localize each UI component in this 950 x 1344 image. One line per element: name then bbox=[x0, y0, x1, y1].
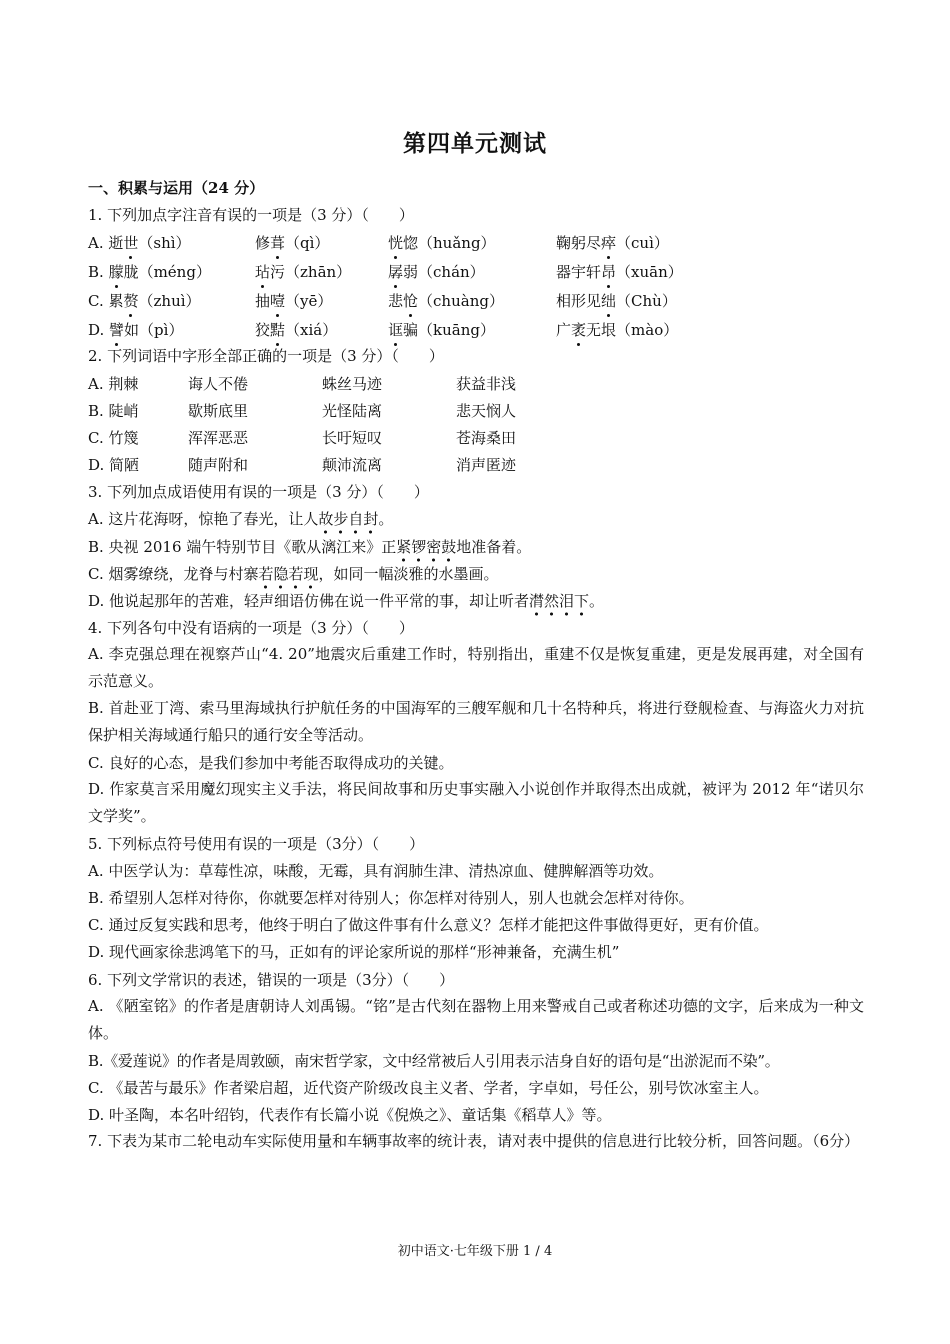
page-footer: 初中语文·七年级下册 1 / 4 bbox=[397, 1244, 553, 1259]
q2-c-word-3: 长吁短叹 bbox=[322, 429, 383, 447]
q1-option-d-4: 广袤无垠（mào） bbox=[556, 321, 679, 339]
q3-option-a: A. 这片花海呀，惊艳了春光，让人故步自封。 bbox=[88, 509, 393, 529]
section-heading: 一、积累与运用（24 分） bbox=[88, 179, 265, 197]
q2-c-word-1: C. 竹篾 bbox=[88, 429, 139, 447]
question-5-stem: 5. 下列标点符号使用有误的一项是（3分）（ ） bbox=[88, 835, 425, 853]
question-6-stem: 6. 下列文学常识的表述，错误的一项是（3分）（ ） bbox=[88, 971, 455, 989]
q2-a-word-1: A. 荆棘 bbox=[88, 375, 139, 393]
question-2-stem: 2. 下列词语中字形全部正确的一项是（3 分）（ ） bbox=[88, 347, 444, 365]
q1-option-c-3: 悲怆（chuàng） bbox=[388, 292, 504, 310]
q6-option-b: B.《爱莲说》的作者是周敦颐，南宋哲学家，文中经常被后人引用表示洁身自好的语句是“出淤泥而不染”。 bbox=[88, 1052, 780, 1070]
page-title: 第四单元测试 bbox=[403, 130, 547, 157]
question-4-stem: 4. 下列各句中没有语病的一项是（3 分）（ ） bbox=[88, 619, 414, 637]
q3-option-d: D. 他说起那年的苦难，轻声细语仿佛在说一件平常的事，却让听者潸然泪下。 bbox=[88, 591, 604, 611]
q1-option-c-4: 相形见绌（Chù） bbox=[556, 292, 677, 310]
q1-option-b-4: 器宇轩昂（xuān） bbox=[556, 263, 683, 281]
q6-option-a: A. 《陋室铭》的作者是唐朝诗人刘禹锡。“铭”是古代刻在器物上用来警戒自己或者称述功德的文字，后来成为一种文体。 bbox=[88, 997, 864, 1042]
q1-option-b-1: B. 朦胧（méng） bbox=[88, 263, 211, 281]
q5-option-d: D. 现代画家徐悲鸿笔下的马，正如有的评论家所说的那样“形神兼备，充满生机” bbox=[88, 943, 620, 961]
q2-d-word-3: 颠沛流离 bbox=[322, 456, 383, 474]
q5-option-c: C. 通过反复实践和思考，他终于明白了做这件事有什么意义？怎样才能把这件事做得更好，更有价值。 bbox=[88, 916, 769, 934]
q1-option-d-3: 诓骗（kuāng） bbox=[388, 321, 495, 339]
q2-b-word-3: 光怪陆离 bbox=[322, 402, 383, 420]
q1-option-a-4: 鞠躬尽瘁（cuì） bbox=[556, 234, 669, 252]
q2-b-word-4: 悲天悯人 bbox=[456, 402, 517, 420]
q1-option-b-2: 玷污（zhān） bbox=[255, 263, 352, 281]
q2-b-word-1: B. 陡峭 bbox=[88, 402, 139, 420]
q1-option-a-1: A. 逝世（shì） bbox=[88, 234, 191, 252]
q1-option-d-2: 狡黠（xiá） bbox=[255, 321, 338, 339]
q1-option-c-2: 抽噎（yē） bbox=[255, 292, 333, 310]
q6-option-d: D. 叶圣陶，本名叶绍钧，代表作有长篇小说《倪焕之》、童话集《稻草人》等。 bbox=[88, 1106, 612, 1124]
q2-d-word-4: 消声匿迹 bbox=[456, 456, 517, 474]
q3-option-b: B. 央视 2016 端午特别节目《歌从漓江来》正紧锣密鼓地准备着。 bbox=[88, 537, 531, 557]
q4-option-b: B. 首赴亚丁湾、索马里海域执行护航任务的中国海军的三艘军舰和几十名特种兵，将进行登舰检查、与海盗火力对抗保护相关海域通行船只的通行安全等活动。 bbox=[88, 699, 864, 744]
q3-option-c: C. 烟雾缭绕，龙脊与村寨若隐若现，如同一幅淡雅的水墨画。 bbox=[88, 564, 499, 584]
question-1-stem: 1. 下列加点字注音有误的一项是（3 分）（ ） bbox=[88, 206, 414, 224]
q1-option-c-1: C. 累赘（zhuì） bbox=[88, 292, 201, 310]
q4-option-d: D. 作家莫言采用魔幻现实主义手法，将民间故事和历史事实融入小说创作并取得杰出成就，被评为 2012 年“诺贝尔文学奖”。 bbox=[88, 780, 864, 825]
q2-c-word-2: 浑浑恶恶 bbox=[188, 429, 249, 447]
q2-a-word-2: 诲人不倦 bbox=[188, 375, 249, 393]
q2-c-word-4: 苍海桑田 bbox=[456, 429, 517, 447]
q6-option-c: C. 《最苦与最乐》作者梁启超，近代资产阶级改良主义者、学者，字卓如，号任公，别号饮冰室主人。 bbox=[88, 1079, 769, 1097]
q5-option-a: A. 中医学认为：草莓性凉，味酸，无霉，具有润肺生津、清热凉血、健脾解酒等功效。 bbox=[88, 862, 664, 880]
q1-option-b-3: 孱弱（chán） bbox=[388, 263, 485, 281]
q2-d-word-1: D. 简陋 bbox=[88, 456, 140, 474]
q4-option-a: A. 李克强总理在视察芦山“4. 20”地震灾后重建工作时，特别指出，重建不仅是恢复重建，更是发展再建，对全国有示范意义。 bbox=[88, 645, 864, 690]
q1-option-d-1: D. 譬如（pì） bbox=[88, 321, 184, 339]
q1-option-a-3: 恍惚（huǎng） bbox=[388, 234, 496, 252]
q4-option-c: C. 良好的心态，是我们参加中考能否取得成功的关键。 bbox=[88, 754, 454, 772]
q2-b-word-2: 歇斯底里 bbox=[188, 402, 249, 420]
question-3-stem: 3. 下列加点成语使用有误的一项是（3 分）（ ） bbox=[88, 483, 429, 501]
q2-d-word-2: 随声附和 bbox=[188, 456, 249, 474]
q5-option-b: B. 希望别人怎样对待你，你就要怎样对待别人；你怎样对待别人，别人也就会怎样对待你。 bbox=[88, 889, 694, 907]
q2-a-word-3: 蛛丝马迹 bbox=[322, 375, 383, 393]
q2-a-word-4: 获益非浅 bbox=[456, 375, 517, 393]
question-7-stem: 7. 下表为某市二轮电动车实际使用量和车辆事故率的统计表，请对表中提供的信息进行比较分析，回答问题。（6分） bbox=[88, 1132, 860, 1150]
q1-option-a-2: 修葺（qì） bbox=[255, 234, 330, 252]
